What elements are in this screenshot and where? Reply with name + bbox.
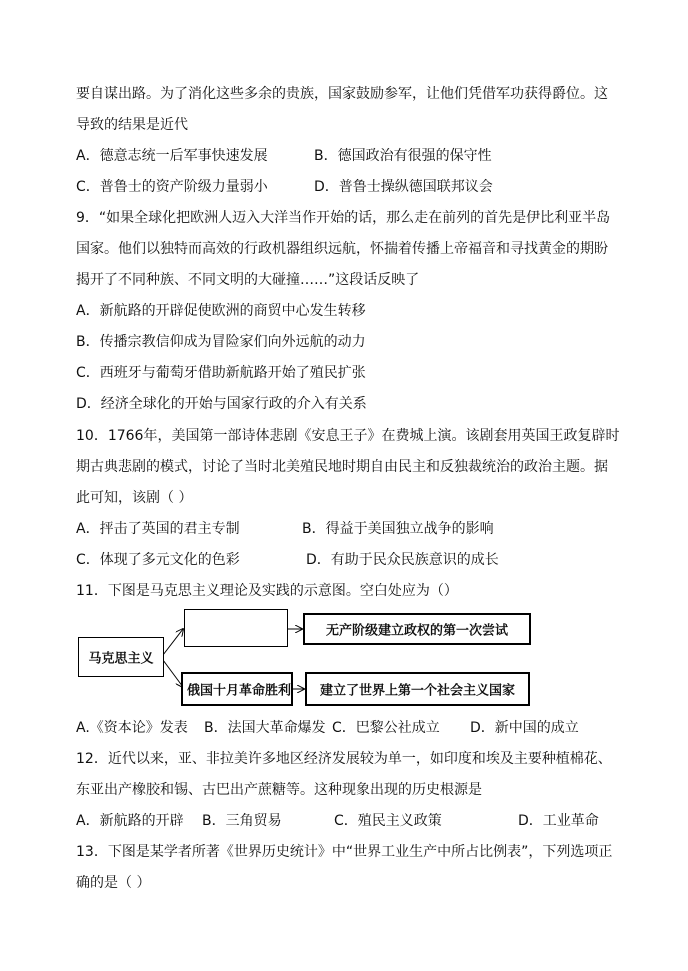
q13-text-line-1: 13．下图是某学者所著《世界历史统计》中“世界工业生产中所占比例表”，下列选项正 [76,844,613,860]
q10-option-c: C．体现了多元文化的色彩 [76,552,240,568]
q10-text-line-1: 10．1766年，美国第一部诗体悲剧《安息王子》在费城上演。该剧套用英国王政复辟时 [76,428,620,444]
q9-text-line-1: 9．“如果全球化把欧洲人迈入大洋当作开始的话，那么走在前列的首先是伊比利亚半岛 [76,210,611,226]
q12-text-line-2: 东亚出产橡胶和锡、古巴出产蔗糖等。这种现象出现的历史根源是 [76,782,482,798]
q11-option-c: C．巴黎公社成立 [332,720,440,736]
q10-option-a: A．抨击了英国的君主专制 [76,521,240,537]
q10-text-line-3: 此可知，该剧（ ） [76,490,193,506]
q9-option-d: D．经济全球化的开始与国家行政的介入有关系 [76,396,367,412]
q12-option-b: B．三角贸易 [202,813,282,829]
q8-text-line-2: 导致的结果是近代 [76,117,188,133]
diagram-bottom-result-box [305,672,530,706]
q12-option-d: D．工业革命 [518,813,599,829]
q11-option-b: B．法国大革命爆发 [204,720,326,736]
q12-option-c: C．殖民主义政策 [334,813,442,829]
q11-option-d: D．新中国的成立 [470,720,579,736]
q9-text-line-3: 揭开了不同种族、不同文明的大碰撞……”这段话反映了 [76,272,420,288]
q11-text-line-1: 11．下图是马克思主义理论及实践的示意图。空白处应为（） [76,583,458,599]
q9-option-a: A．新航路的开辟促使欧洲的商贸中心发生转移 [76,303,366,319]
diagram-top-result-label: 无产阶级建立政权的第一次尝试 [325,623,508,639]
q9-option-c: C．西班牙与葡萄牙借助新航路开始了殖民扩张 [76,365,366,381]
diagram-october-label: 俄国十月革命胜利 [187,683,292,699]
arrow-root-to-blank [163,629,183,655]
q11-option-a: A.《资本论》发表 [76,720,188,736]
q8-text-line-1: 要自谋出路。为了消化这些多余的贵族，国家鼓励参军，让他们凭借军功获得爵位。这 [76,86,608,102]
diagram-root-label: 马克思主义 [88,651,154,667]
q9-text-line-2: 国家。他们以独特而高效的行政机器组织远航，怀揣着传播上帝福音和寻找黄金的期盼 [76,241,608,257]
q13-text-line-2: 确的是（ ） [76,875,151,891]
diagram-blank-box [184,609,288,647]
q10-option-d: D．有助于民众民族意识的成长 [306,552,499,568]
q10-text-line-2: 期古典悲剧的模式，讨论了当时北美殖民地时期自由民主和反独裁统治的政治主题。据 [76,459,608,475]
q12-text-line-1: 12．近代以来，亚、非拉美许多地区经济发展较为单一，如印度和埃及主要种植棉花、 [76,751,612,767]
diagram-top-result-box [303,613,531,645]
arrow-root-to-october [163,660,183,687]
q8-option-c: C．普鲁士的资产阶级力量弱小 [76,179,268,195]
diagram-bottom-result-label: 建立了世界上第一个社会主义国家 [319,683,515,699]
diagram-root-box [78,637,164,677]
q9-option-b: B．传播宗教信仰成为冒险家们向外远航的动力 [76,334,366,350]
q8-option-d: D．普鲁士操纵德国联邦议会 [314,179,493,195]
q8-option-a: A．德意志统一后军事快速发展 [76,148,268,164]
q10-option-b: B．得益于美国独立战争的影响 [302,521,494,537]
diagram-october-box [181,672,293,706]
q8-option-b: B．德国政治有很强的保守性 [314,148,492,164]
q12-option-a: A．新航路的开辟 [76,813,184,829]
